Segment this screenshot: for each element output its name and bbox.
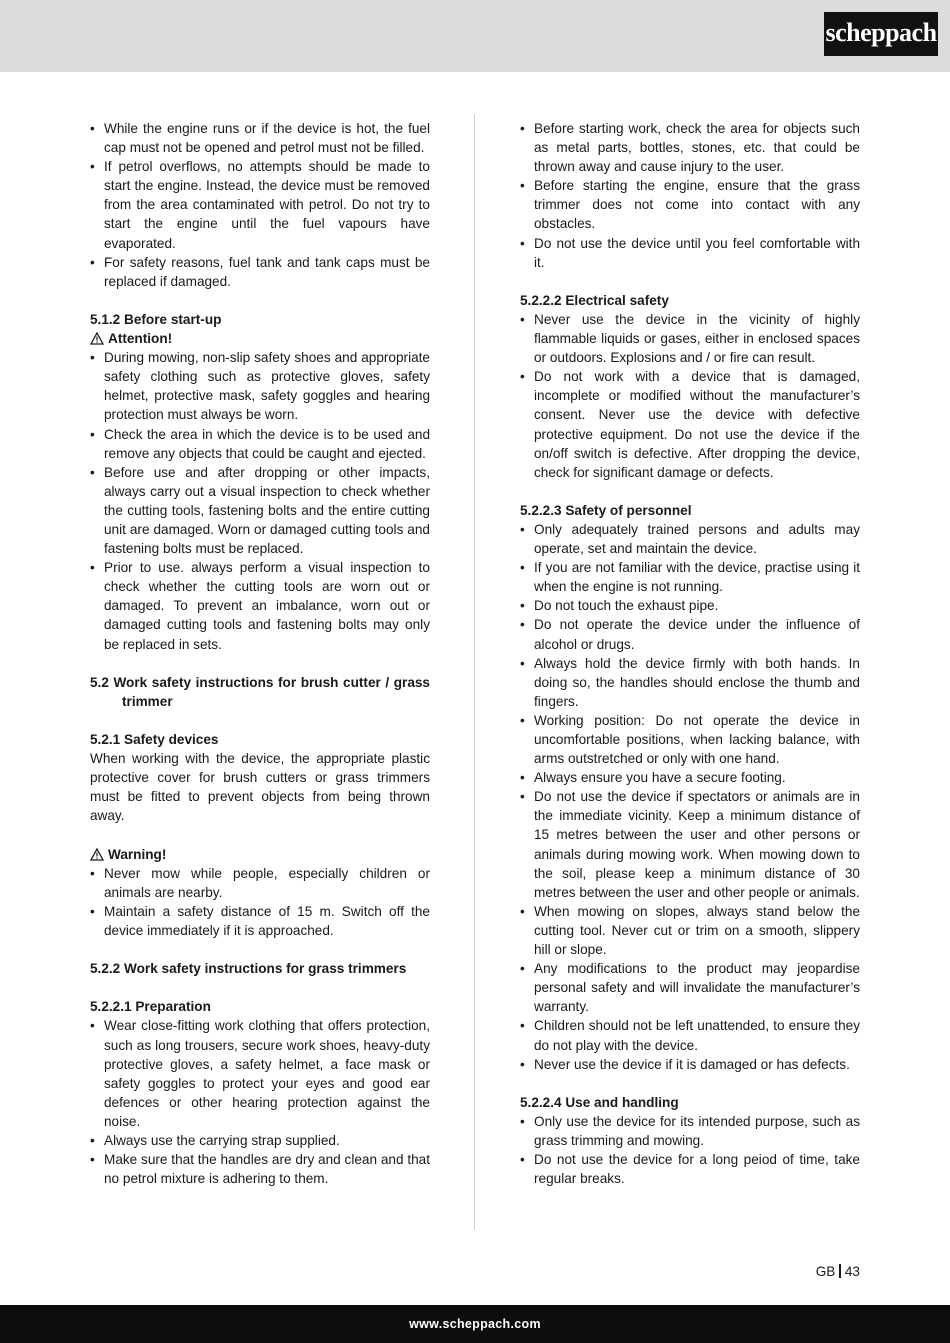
preparation-list	[90, 1016, 430, 1188]
footer-band	[0, 1305, 950, 1343]
header-band	[0, 0, 950, 72]
warning-triangle-icon	[90, 332, 104, 345]
section-heading-before-startup: 5.1.2 Before start-up	[90, 311, 222, 327]
attention-label	[90, 329, 430, 348]
warning-list	[90, 864, 430, 940]
list-item: • Do not touch the exhaust pipe.	[520, 596, 860, 615]
section-heading-5-2-2: 5.2.2 Work safety instructions for grass trimmers	[90, 961, 407, 977]
section-heading-personnel: 5.2.2.3 Safety of personnel	[520, 502, 692, 518]
list-item: • Do not use the device for a long peiod of time, take regular breaks.	[520, 1150, 860, 1188]
brand-logo: scheppach	[824, 12, 938, 56]
list-item: • If petrol overflows, no attempts should be made to start the engine. Instead, the device must be removed from the area contaminated with petrol. Do not try to start the engine until the fuel vapours have evaporated.	[90, 157, 430, 252]
left-column	[90, 119, 430, 1188]
list-item: • Always ensure you have a secure footing.	[520, 768, 860, 787]
page-number	[800, 1264, 860, 1279]
list-item: • Before starting the engine, ensure that the grass trimmer does not come into contact with any obstacles.	[520, 176, 860, 233]
fuel-safety-list	[90, 119, 430, 291]
warning-triangle-icon	[90, 848, 104, 861]
section-heading-5-2: 5.2 Work safety instructions for brush cutter / grass trimmer	[90, 674, 430, 709]
list-item: • Only use the device for its intended purpose, such as grass trimming and mowing.	[520, 1112, 860, 1150]
page-number-separator	[839, 1264, 841, 1278]
section-heading-preparation: 5.2.2.1 Preparation	[90, 999, 211, 1015]
list-item: • Only adequately trained persons and adults may operate, set and maintain the device.	[520, 520, 860, 558]
section-heading-use-handling: 5.2.2.4 Use and handling	[520, 1094, 679, 1110]
list-item: • Always hold the device firmly with both hands. In doing so, the handles should enclose the thumb and fingers.	[520, 654, 860, 711]
list-item: • When mowing on slopes, always stand below the cutting tool. Never cut or trim on a smooth, slippery hill or slope.	[520, 902, 860, 959]
list-item: • Before starting work, check the area for objects such as metal parts, bottles, stones, etc. that could be thrown away and cause injury to the user.	[520, 119, 860, 176]
list-item: • Never use the device if it is damaged or has defects.	[520, 1055, 860, 1074]
column-divider	[474, 114, 475, 1230]
personnel-list	[520, 520, 860, 1074]
right-column	[520, 119, 860, 1188]
warning-label	[90, 845, 430, 864]
list-item: • Wear close-fitting work clothing that offers protection, such as long trousers, secure work shoes, heavy-duty protective gloves, a safety helmet, a face mask or safety goggles to protect your eyes and good ear defences or other hearing protection against the noise.	[90, 1016, 430, 1131]
list-item: • Prior to use. always perform a visual inspection to check whether the cutting tools are worn out or damaged. To prevent an imbalance, worn out or damaged cutting tools and fastening bolts may only be replaced in sets.	[90, 558, 430, 653]
list-item: • Never mow while people, especially children or animals are nearby.	[90, 864, 430, 902]
work-area-list	[520, 119, 860, 272]
before-startup-list	[90, 348, 430, 654]
list-item: • For safety reasons, fuel tank and tank caps must be replaced if damaged.	[90, 253, 430, 291]
list-item: • Always use the carrying strap supplied.	[90, 1131, 430, 1150]
use-handling-list	[520, 1112, 860, 1188]
list-item: • Check the area in which the device is to be used and remove any objects that could be caught and ejected.	[90, 425, 430, 463]
list-item: • Never use the device in the vicinity of highly flammable liquids or gases, either in enclosed spaces or outdoors. Explosions and / or fire can result.	[520, 310, 860, 367]
page-language: GB	[815, 1264, 836, 1279]
warning-text: Warning!	[108, 846, 167, 862]
list-item: • Children should not be left unattended, to ensure they do not play with the device.	[520, 1016, 860, 1054]
list-item: • Make sure that the handles are dry and clean and that no petrol mixture is adhering to them.	[90, 1150, 430, 1188]
list-item: • During mowing, non-slip safety shoes and appropriate safety clothing such as protective gloves, safety helmet, protective mask, safety goggles and hearing protection must always be worn.	[90, 348, 430, 424]
list-item: • Do not operate the device under the influence of alcohol or drugs.	[520, 615, 860, 653]
list-item: • Working position: Do not operate the device in uncomfortable positions, when lacking balance, with arms outstretched or only with one hand.	[520, 711, 860, 768]
footer-url-link[interactable]: www.scheppach.com	[409, 1317, 541, 1331]
page-number-value: 43	[844, 1264, 860, 1279]
list-item: • Before use and after dropping or other impacts, always carry out a visual inspection to check whether the cutting tools, fastening bolts and the entire cutting unit are damaged. Worn or damaged cutting tools and fastening bolts must be replaced.	[90, 463, 430, 558]
section-heading-safety-devices: 5.2.1 Safety devices	[90, 732, 219, 747]
attention-text: Attention!	[108, 331, 173, 347]
safety-devices-text: When working with the device, the appropriate plastic protective cover for brush cutters or grass trimmers must be fitted to prevent objects from being thrown away.	[90, 751, 430, 824]
list-item: • Any modifications to the product may jeopardise personal safety and will invalidate the manufacturer’s warranty.	[520, 959, 860, 1016]
list-item: • Do not use the device if spectators or animals are in the immediate vicinity. Keep a minimum distance of 15 metres between the user and other persons or animals during mowing work. When mowing down to the soil, please keep a minimum distance of 30 metres between the user and other people or animals.	[520, 787, 860, 902]
list-item: • While the engine runs or if the device is hot, the fuel cap must not be opened and petrol must not be filled.	[90, 119, 430, 157]
electrical-list	[520, 310, 860, 482]
section-heading-electrical: 5.2.2.2 Electrical safety	[520, 292, 669, 308]
list-item: • Maintain a safety distance of 15 m. Switch off the device immediately if it is approached.	[90, 902, 430, 940]
list-item: • If you are not familiar with the device, practise using it when the engine is not running.	[520, 558, 860, 596]
list-item: • Do not use the device until you feel comfortable with it.	[520, 234, 860, 272]
list-item: • Do not work with a device that is damaged, incomplete or modified without the manufacturer’s consent. Never use the device with defective protective equipment. Do not use the device if the on/off switch is defective. After dropping the device, check for significant damage or defects.	[520, 367, 860, 482]
